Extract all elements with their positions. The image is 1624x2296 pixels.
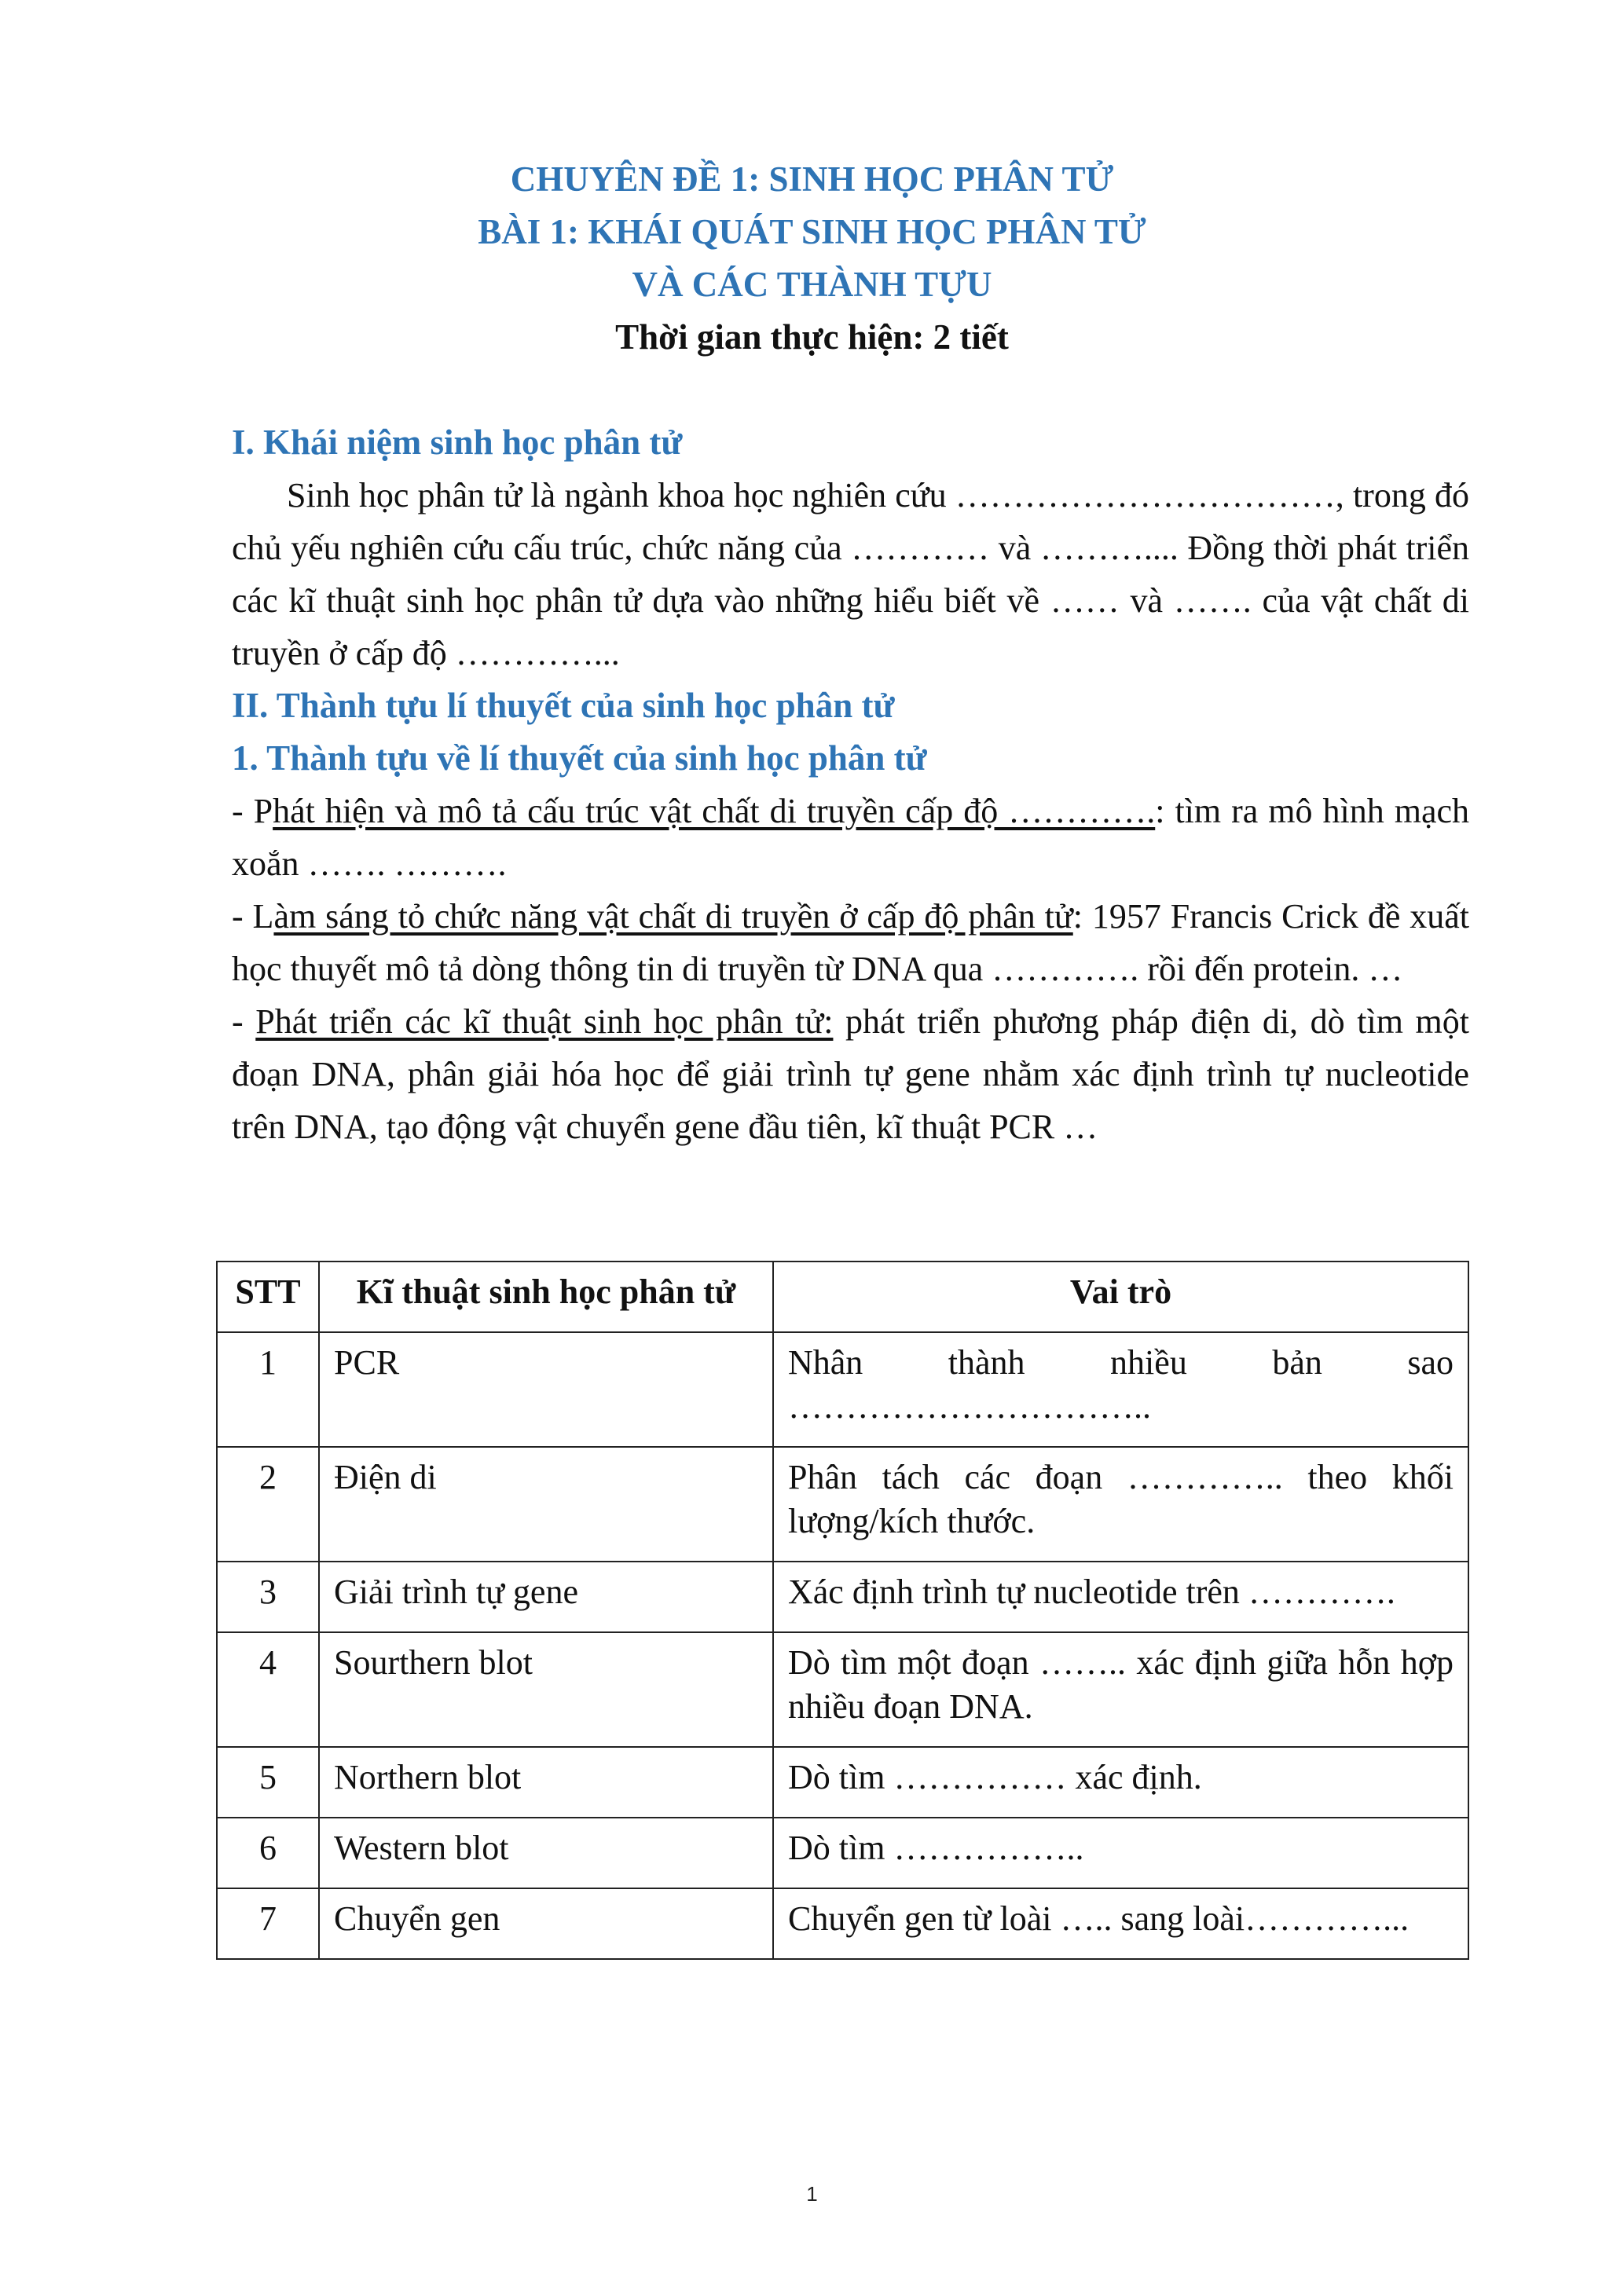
cell-stt: 6 (217, 1818, 319, 1888)
table-row (217, 1562, 1468, 1632)
duration-line: Thời gian thực hiện: 2 tiết (615, 317, 1009, 357)
cell-technique: PCR (319, 1332, 773, 1447)
cell-stt: 3 (217, 1562, 319, 1632)
table-row (217, 1632, 1468, 1747)
cell-stt: 1 (217, 1332, 319, 1447)
cell-role: Phân tách các đoạn ………….. theo khối lượng/kích thước. (773, 1447, 1468, 1562)
lesson-title: BÀI 1: KHÁI QUÁT SINH HỌC PHÂN TỬ (478, 212, 1146, 251)
bullet-structure (232, 785, 1469, 890)
cell-role: Xác định trình tự nucleotide trên …………. (773, 1562, 1468, 1632)
cell-stt: 2 (217, 1447, 319, 1562)
bullet-prefix: - P (232, 792, 273, 830)
document-header (0, 153, 1624, 364)
table-row (217, 1747, 1468, 1818)
cell-technique: Chuyển gen (319, 1888, 773, 1959)
cell-technique: Western blot (319, 1818, 773, 1888)
bullet-text: : tìm ra mô hình mạch xoắn ……. ………. (232, 792, 1470, 883)
cell-stt: 7 (217, 1888, 319, 1959)
cell-role: Dò tìm …………….. (773, 1818, 1468, 1888)
bullet-underlined-text: hát hiện và mô tả cấu trúc vật chất di truyền cấp độ …………. (273, 792, 1156, 830)
bullet-prefix: - L (232, 897, 274, 936)
table-row (217, 1447, 1468, 1562)
section-2-subheading: 1. Thành tựu về lí thuyết của sinh học phân tử (232, 738, 927, 778)
table-header-row (217, 1262, 1468, 1332)
section-1-heading: I. Khái niệm sinh học phân tử (232, 423, 683, 462)
bullet-text: phát triển phương pháp điện di, dò tìm một đoạn DNA, phân giải hóa học để giải trình tự gene nhằm xác định trình tự nucleotide trên DNA, tạo động vật chuyển gene đầu tiên, kĩ thuật PCR … (232, 1002, 1469, 1146)
header-role: Vai trò (773, 1262, 1468, 1332)
bullet-underlined-text: Phát triển các kĩ thuật sinh học phân tử: (255, 1002, 834, 1041)
cell-role: Chuyển gen từ loài ….. sang loài…………... (773, 1888, 1468, 1959)
table-row (217, 1818, 1468, 1888)
bullet-techniques (232, 995, 1469, 1153)
cell-stt: 5 (217, 1747, 319, 1818)
section-1-paragraph: Sinh học phân tử là ngành khoa học nghiên cứu ……………………………, trong đó chủ yếu nghiên cứu cấu trúc, chức năng của ………… và ……….... Đồng thời phát triển các kĩ thuật sinh học phân tử dựa vào những hiểu biết về …… và ……. của vật chất di truyền ở cấp độ …………... (232, 476, 1469, 672)
bullet-function (232, 890, 1469, 995)
cell-technique: Điện di (319, 1447, 773, 1562)
header-stt: STT (217, 1262, 319, 1332)
header-technique: Kĩ thuật sinh học phân tử (319, 1262, 773, 1332)
cell-technique: Giải trình tự gene (319, 1562, 773, 1632)
bullet-text: : 1957 Francis Crick đề xuất học thuyết mô tả dòng thông tin di truyền từ DNA qua …………. rồi đến protein. … (232, 897, 1469, 988)
cell-role: Dò tìm một đoạn …….. xác định giữa hỗn hợp nhiều đoạn DNA. (773, 1632, 1468, 1747)
bullet-prefix: - (232, 1002, 256, 1041)
techniques-table-container (216, 1261, 1469, 1960)
topic-title: CHUYÊN ĐỀ 1: SINH HỌC PHÂN TỬ (510, 159, 1114, 199)
table-row (217, 1888, 1468, 1959)
document-body (232, 416, 1469, 1153)
techniques-table (216, 1261, 1469, 1960)
cell-technique: Sourthern blot (319, 1632, 773, 1747)
cell-technique: Northern blot (319, 1747, 773, 1818)
cell-role: Nhân thành nhiều bản sao ………………………….. (773, 1332, 1468, 1447)
cell-stt: 4 (217, 1632, 319, 1747)
table-row (217, 1332, 1468, 1447)
section-2-heading: II. Thành tựu lí thuyết của sinh học phân tử (232, 686, 895, 725)
lesson-title-continued: VÀ CÁC THÀNH TỰU (632, 265, 992, 304)
cell-role: Dò tìm …………… xác định. (773, 1747, 1468, 1818)
bullet-underlined-text: àm sáng tỏ chức năng vật chất di truyền ở cấp độ phân tử (273, 897, 1073, 936)
page-number: 1 (806, 2182, 818, 2206)
